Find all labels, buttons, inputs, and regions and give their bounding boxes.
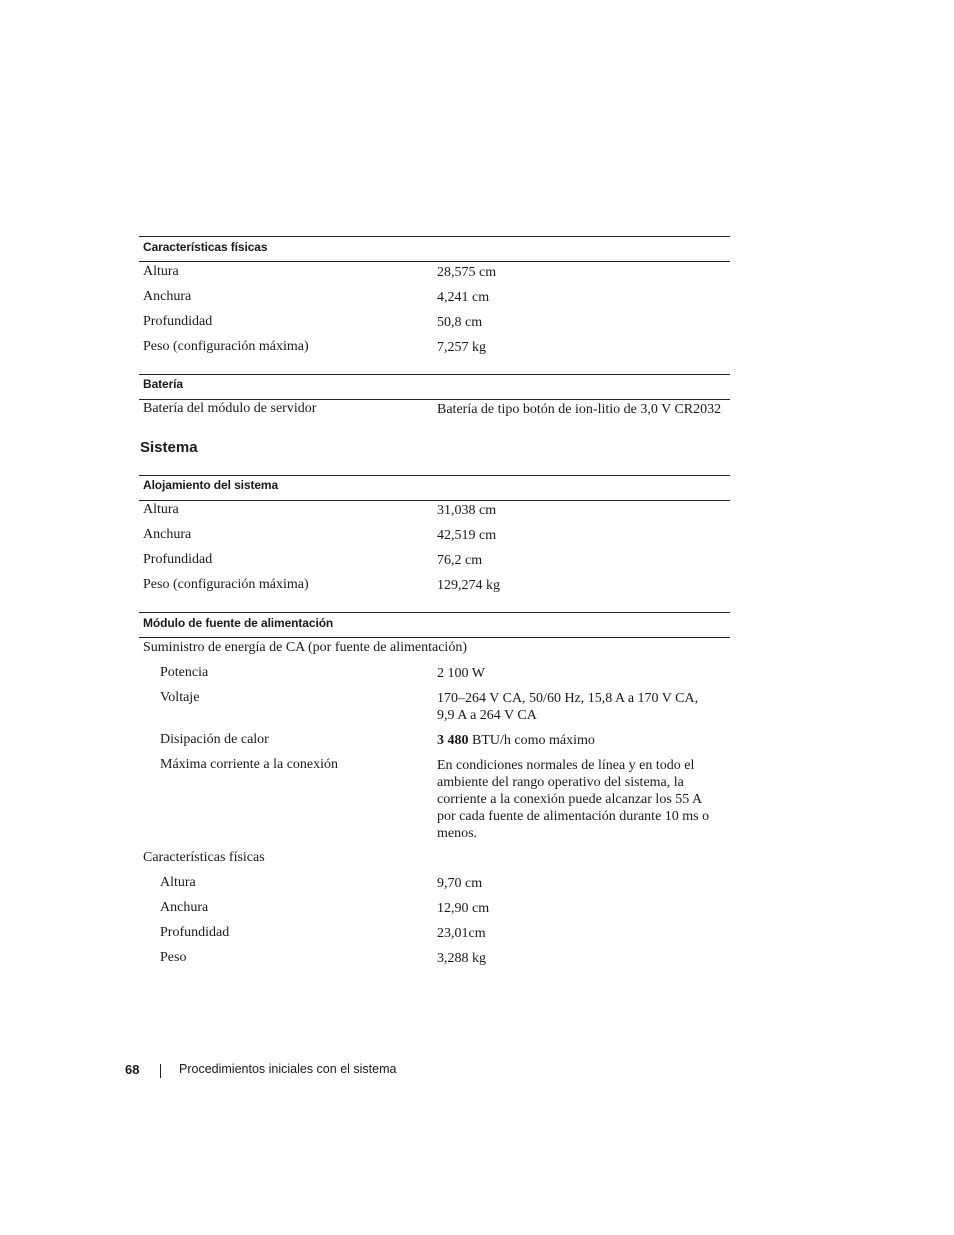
value-bold: 3 480 <box>437 733 469 748</box>
header-rule <box>139 500 730 501</box>
subheader: Características físicas <box>143 850 265 865</box>
row-label: Peso <box>160 950 187 965</box>
row-label: Altura <box>160 875 196 890</box>
row-label: Profundidad <box>160 925 230 940</box>
row-label: Voltaje <box>160 690 200 705</box>
row-value: En condiciones normales de línea y en todo el ambiente del rango operativo del sistema, la corriente a la conexión puede alcanzar los 55 A por cada fuente de alimentación durante 10 ms o menos. <box>437 758 710 841</box>
row-label: Peso (configuración máxima) <box>143 577 309 592</box>
row-value: 129,274 kg <box>437 578 500 593</box>
subheader: Suministro de energía de CA (por fuente de alimentación) <box>143 640 467 655</box>
row-label: Anchura <box>160 900 209 915</box>
header-rule <box>139 399 730 400</box>
row-value: 23,01cm <box>437 926 486 941</box>
header-rule <box>139 261 730 262</box>
row-label: Altura <box>143 264 179 279</box>
row-value: Batería de tipo botón de ion-litio de 3,0 V CR2032 <box>437 402 722 417</box>
row-value: 76,2 cm <box>437 553 483 568</box>
row-value: 4,241 cm <box>437 290 490 305</box>
row-value: 12,90 cm <box>437 901 490 916</box>
section-title: Sistema <box>140 439 198 456</box>
footer-divider <box>160 1064 161 1078</box>
row-label: Anchura <box>143 527 192 542</box>
row-label: Anchura <box>143 289 192 304</box>
row-label: Disipación de calor <box>160 732 269 747</box>
row-value: 42,519 cm <box>437 528 497 543</box>
enclosure-header: Alojamiento del sistema <box>143 478 279 492</box>
page-number: 68 <box>125 1062 140 1077</box>
row-value: 31,038 cm <box>437 503 497 518</box>
header-rule <box>139 637 730 638</box>
row-value: 9,70 cm <box>437 876 483 891</box>
row-value: 50,8 cm <box>437 315 483 330</box>
battery-header: Batería <box>143 377 183 391</box>
row-label: Batería del módulo de servidor <box>143 401 317 416</box>
physical-header: Características físicas <box>143 240 268 254</box>
table-top-rule <box>139 236 730 237</box>
row-value: 3,288 kg <box>437 951 486 966</box>
row-label: Profundidad <box>143 314 213 329</box>
row-value: BTU/h como máximo <box>468 733 595 748</box>
row-label: Máxima corriente a la conexión <box>160 757 339 772</box>
footer-title: Procedimientos iniciales con el sistema <box>179 1062 397 1076</box>
row-label: Potencia <box>160 665 209 680</box>
row-value: 170–264 V CA, 50/60 Hz, 15,8 A a 170 V CA, 9,9 A a 264 V CA <box>437 691 699 723</box>
psu-header: Módulo de fuente de alimentación <box>143 616 334 630</box>
row-value: 7,257 kg <box>437 340 486 355</box>
table-top-rule <box>139 612 730 613</box>
row-value: 2 100 W <box>437 666 485 681</box>
row-label: Peso (configuración máxima) <box>143 339 309 354</box>
table-top-rule <box>139 475 730 476</box>
row-label: Altura <box>143 502 179 517</box>
row-value: 28,575 cm <box>437 265 497 280</box>
row-label: Profundidad <box>143 552 213 567</box>
table-top-rule <box>139 374 730 375</box>
row-value-wrap <box>437 732 727 749</box>
